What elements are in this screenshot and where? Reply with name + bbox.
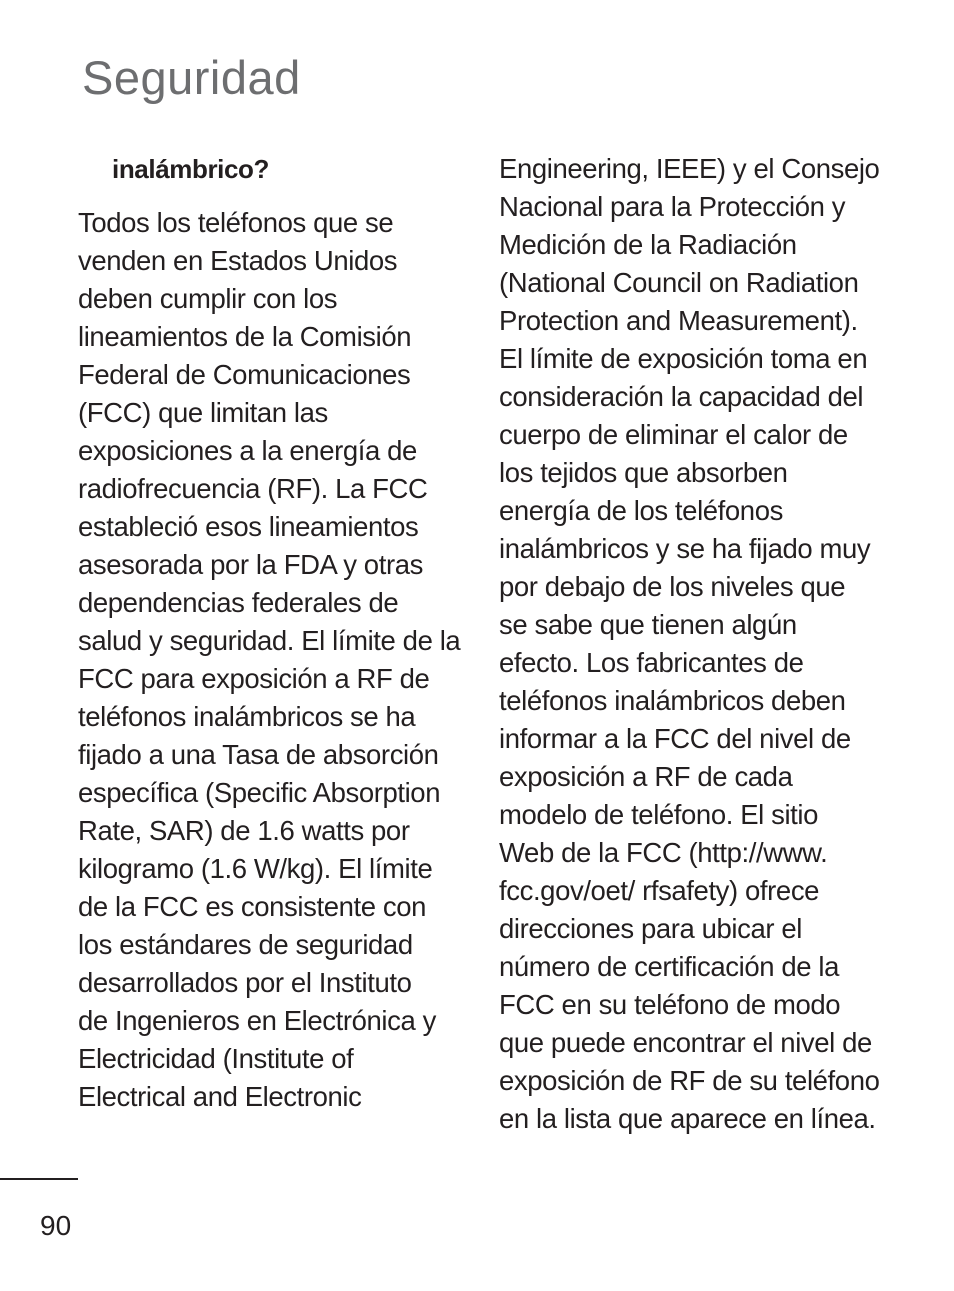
section-subheading: inalámbrico? xyxy=(112,154,270,184)
text-line: FCC en su teléfono de modo xyxy=(499,989,841,1020)
text-line: que puede encontrar el nivel de xyxy=(499,1027,872,1058)
text-line: (National Council on Radiation xyxy=(499,267,859,298)
text-line: asesorada por la FDA y otras xyxy=(78,549,423,580)
text-line: Engineering, IEEE) y el Consejo xyxy=(499,153,880,184)
text-line: fcc.gov/oet/ rfsafety) ofrece xyxy=(499,875,820,906)
text-line: Medición de la Radiación xyxy=(499,229,797,260)
text-line: específica (Specific Absorption xyxy=(78,777,441,808)
text-line: (FCC) que limitan las xyxy=(78,397,328,428)
text-line: salud y seguridad. El límite de la xyxy=(78,625,461,656)
text-line: Federal de Comunicaciones xyxy=(78,359,411,390)
text-line: dependencias federales de xyxy=(78,587,399,618)
text-line: Protection and Measurement). xyxy=(499,305,858,336)
text-line: se sabe que tienen algún xyxy=(499,609,797,640)
text-line: efecto. Los fabricantes de xyxy=(499,647,804,678)
text-line: desarrollados por el Instituto xyxy=(78,967,412,998)
text-line: cuerpo de eliminar el calor de xyxy=(499,419,848,450)
text-line: Web de la FCC (http://www. xyxy=(499,837,828,868)
text-line: por debajo de los niveles que xyxy=(499,571,846,602)
text-line: kilogramo (1.6 W/kg). El límite xyxy=(78,853,433,884)
text-line: número de certificación de la xyxy=(499,951,839,982)
text-line: los estándares de seguridad xyxy=(78,929,413,960)
text-line: exposición de RF de su teléfono xyxy=(499,1065,880,1096)
text-line: de Ingenieros en Electrónica y xyxy=(78,1005,436,1036)
text-line: fijado a una Tasa de absorción xyxy=(78,739,439,770)
text-line: Rate, SAR) de 1.6 watts por xyxy=(78,815,410,846)
text-line: inalámbricos y se ha fijado muy xyxy=(499,533,871,564)
page-title: Seguridad xyxy=(82,51,301,104)
page-number: 90 xyxy=(40,1210,72,1241)
text-line: modelo de teléfono. El sitio xyxy=(499,799,819,830)
footer-divider xyxy=(0,1178,78,1180)
text-line: El límite de exposición toma en xyxy=(499,343,868,374)
text-line: estableció esos lineamientos xyxy=(78,511,419,542)
text-line: Todos los teléfonos que se xyxy=(78,207,394,238)
text-line: deben cumplir con los xyxy=(78,283,338,314)
text-line: informar a la FCC del nivel de xyxy=(499,723,851,754)
text-line: FCC para exposición a RF de xyxy=(78,663,430,694)
text-line: teléfonos inalámbricos se ha xyxy=(78,701,416,732)
text-line: exposición a RF de cada xyxy=(499,761,793,792)
right-column xyxy=(499,150,904,1138)
text-line: de la FCC es consistente con xyxy=(78,891,427,922)
text-line: Electrical and Electronic xyxy=(78,1081,362,1112)
text-line: Electricidad (Institute of xyxy=(78,1043,354,1074)
left-column xyxy=(78,150,478,1116)
text-line: exposiciones a la energía de xyxy=(78,435,417,466)
text-line: consideración la capacidad del xyxy=(499,381,864,412)
text-line: los tejidos que absorben xyxy=(499,457,788,488)
text-line: en la lista que aparece en línea. xyxy=(499,1103,876,1134)
text-line: energía de los teléfonos xyxy=(499,495,783,526)
text-line: Nacional para la Protección y xyxy=(499,191,846,222)
text-line: direcciones para ubicar el xyxy=(499,913,802,944)
text-line: venden en Estados Unidos xyxy=(78,245,398,276)
text-line: teléfonos inalámbricos deben xyxy=(499,685,846,716)
text-line: radiofrecuencia (RF). La FCC xyxy=(78,473,428,504)
text-line: lineamientos de la Comisión xyxy=(78,321,412,352)
left-paragraph xyxy=(78,204,478,1116)
